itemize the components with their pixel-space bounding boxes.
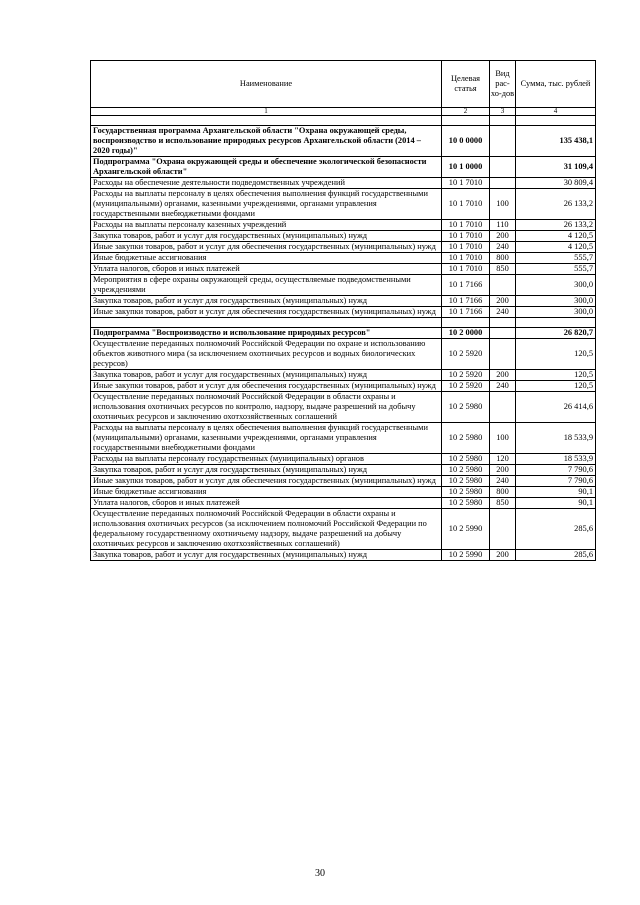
table-row	[91, 178, 596, 189]
table-row	[91, 370, 596, 381]
table-row	[91, 423, 596, 454]
table-row	[91, 509, 596, 550]
amount: 120,5	[516, 370, 596, 381]
empty-cell	[516, 116, 596, 126]
item-name: Закупка товаров, работ и услуг для государственных (муниципальных) нужд	[91, 465, 442, 476]
amount: 300,0	[516, 275, 596, 296]
document-page	[90, 60, 595, 561]
column-number: 4	[516, 108, 596, 116]
item-name: Иные бюджетные ассигнования	[91, 487, 442, 498]
expense-type: 200	[490, 296, 516, 307]
expense-type: 200	[490, 370, 516, 381]
amount: 90,1	[516, 498, 596, 509]
header-sum: Сумма, тыс. рублей	[516, 61, 596, 108]
expense-type: 240	[490, 381, 516, 392]
expense-type: 100	[490, 423, 516, 454]
amount: 300,0	[516, 307, 596, 318]
target-article: 10 2 5990	[442, 550, 490, 561]
target-article: 10 2 5980	[442, 498, 490, 509]
amount: 7 790,6	[516, 465, 596, 476]
amount: 7 790,6	[516, 476, 596, 487]
table-row	[91, 264, 596, 275]
item-name: Иные бюджетные ассигнования	[91, 253, 442, 264]
empty-cell	[516, 318, 596, 328]
item-name: Расходы на выплаты персоналу в целях обеспечения выполнения функций государственными (муниципальными) органами, казенными учреждениями, органами управления государственными внебюджетными фондами	[91, 423, 442, 454]
item-name: Расходы на обеспечение деятельности подведомственных учреждений	[91, 178, 442, 189]
empty-cell	[442, 116, 490, 126]
amount: 300,0	[516, 296, 596, 307]
target-article: 10 2 5920	[442, 381, 490, 392]
program-row	[91, 328, 596, 339]
table-row	[91, 339, 596, 370]
table-body	[91, 116, 596, 561]
amount: 90,1	[516, 487, 596, 498]
item-name: Расходы на выплаты персоналу в целях обеспечения выполнения функций государственными (муниципальными) органами, казенными учреждениями, органами управления государственными внебюджетными фондами	[91, 189, 442, 220]
empty-cell	[91, 116, 442, 126]
program-row	[91, 157, 596, 178]
expense-type: 800	[490, 487, 516, 498]
target-article: 10 1 7166	[442, 307, 490, 318]
table-row	[91, 498, 596, 509]
amount: 4 120,5	[516, 231, 596, 242]
item-name: Закупка товаров, работ и услуг для государственных (муниципальных) нужд	[91, 370, 442, 381]
amount: 555,7	[516, 253, 596, 264]
header-expense-type: Вид рас-хо-дов	[490, 61, 516, 108]
target-article: 10 1 0000	[442, 157, 490, 178]
empty-cell	[91, 318, 442, 328]
expense-type: 850	[490, 498, 516, 509]
expense-type	[490, 328, 516, 339]
expense-type	[490, 126, 516, 157]
amount: 31 109,4	[516, 157, 596, 178]
expense-type: 120	[490, 454, 516, 465]
expense-type: 110	[490, 220, 516, 231]
item-name: Закупка товаров, работ и услуг для государственных (муниципальных) нужд	[91, 550, 442, 561]
table-row	[91, 253, 596, 264]
table-row	[91, 465, 596, 476]
target-article: 10 2 5990	[442, 509, 490, 550]
expense-type: 200	[490, 550, 516, 561]
table-row	[91, 242, 596, 253]
program-row	[91, 126, 596, 157]
target-article: 10 1 7010	[442, 253, 490, 264]
header-article: Целевая статья	[442, 61, 490, 108]
table-row	[91, 296, 596, 307]
empty-cell	[490, 318, 516, 328]
item-name: Иные закупки товаров, работ и услуг для обеспечения государственных (муниципальных) нужд	[91, 381, 442, 392]
target-article: 10 2 5980	[442, 392, 490, 423]
item-name: Осуществление переданных полномочий Российской Федерации в области охраны и использования охотничьих ресурсов (за исключением полномочий Российской Федерации по федеральному государственному охотничьему надзору, выдаче разрешений на добычу охотничьих ресурсов и заключению охотхозяйственных соглашений)	[91, 509, 442, 550]
item-name: Иные закупки товаров, работ и услуг для обеспечения государственных (муниципальных) нужд	[91, 242, 442, 253]
expense-type: 240	[490, 242, 516, 253]
amount: 285,6	[516, 509, 596, 550]
item-name: Мероприятия в сфере охраны окружающей среды, осуществляемые подведомственными учреждениями	[91, 275, 442, 296]
empty-cell	[490, 116, 516, 126]
amount: 18 533,9	[516, 454, 596, 465]
amount: 120,5	[516, 339, 596, 370]
column-number-row	[91, 108, 596, 116]
budget-table	[90, 60, 596, 561]
expense-type	[490, 275, 516, 296]
target-article: 10 2 0000	[442, 328, 490, 339]
amount: 26 820,7	[516, 328, 596, 339]
table-row	[91, 476, 596, 487]
target-article: 10 2 5920	[442, 370, 490, 381]
target-article: 10 1 7166	[442, 296, 490, 307]
amount: 555,7	[516, 264, 596, 275]
column-number: 1	[91, 108, 442, 116]
expense-type	[490, 392, 516, 423]
amount: 30 809,4	[516, 178, 596, 189]
amount: 135 438,1	[516, 126, 596, 157]
item-name: Осуществление переданных полномочий Российской Федерации в области охраны и использования охотничьих ресурсов по контролю, надзору, выдаче разрешений на добычу охотничьих ресурсов и заключению охотхозяйственных соглашений	[91, 392, 442, 423]
spacer-row	[91, 116, 596, 126]
target-article: 10 2 5920	[442, 339, 490, 370]
target-article: 10 1 7010	[442, 220, 490, 231]
target-article: 10 1 7010	[442, 264, 490, 275]
amount: 285,6	[516, 550, 596, 561]
table-row	[91, 454, 596, 465]
item-name: Подпрограмма "Воспроизводство и использование природных ресурсов"	[91, 328, 442, 339]
expense-type: 240	[490, 307, 516, 318]
column-number: 3	[490, 108, 516, 116]
item-name: Иные закупки товаров, работ и услуг для обеспечения государственных (муниципальных) нужд	[91, 476, 442, 487]
item-name: Закупка товаров, работ и услуг для государственных (муниципальных) нужд	[91, 296, 442, 307]
amount: 26 133,2	[516, 220, 596, 231]
target-article: 10 1 7166	[442, 275, 490, 296]
table-row	[91, 487, 596, 498]
expense-type	[490, 178, 516, 189]
expense-type: 850	[490, 264, 516, 275]
target-article: 10 2 5980	[442, 423, 490, 454]
item-name: Расходы на выплаты персоналу государственных (муниципальных) органов	[91, 454, 442, 465]
target-article: 10 0 0000	[442, 126, 490, 157]
expense-type	[490, 157, 516, 178]
table-row	[91, 231, 596, 242]
expense-type: 100	[490, 189, 516, 220]
item-name: Закупка товаров, работ и услуг для государственных (муниципальных) нужд	[91, 231, 442, 242]
item-name: Государственная программа Архангельской области "Охрана окружающей среды, воспроизводство и использование природных ресурсов Архангельской области (2014 – 2020 годы)"	[91, 126, 442, 157]
expense-type: 240	[490, 476, 516, 487]
amount: 120,5	[516, 381, 596, 392]
expense-type: 200	[490, 231, 516, 242]
target-article: 10 2 5980	[442, 487, 490, 498]
target-article: 10 2 5980	[442, 465, 490, 476]
table-row	[91, 381, 596, 392]
table-row	[91, 392, 596, 423]
amount: 18 533,9	[516, 423, 596, 454]
amount: 4 120,5	[516, 242, 596, 253]
header-name: Наименование	[91, 61, 442, 108]
item-name: Иные закупки товаров, работ и услуг для обеспечения государственных (муниципальных) нужд	[91, 307, 442, 318]
item-name: Осуществление переданных полномочий Российской Федерации по охране и использованию объектов животного мира (за исключением охотничьих ресурсов и водных биологических ресурсов)	[91, 339, 442, 370]
column-number: 2	[442, 108, 490, 116]
table-row	[91, 220, 596, 231]
target-article: 10 2 5980	[442, 454, 490, 465]
target-article: 10 1 7010	[442, 189, 490, 220]
item-name: Уплата налогов, сборов и иных платежей	[91, 498, 442, 509]
table-row	[91, 189, 596, 220]
spacer-row	[91, 318, 596, 328]
empty-cell	[442, 318, 490, 328]
expense-type	[490, 339, 516, 370]
target-article: 10 1 7010	[442, 231, 490, 242]
table-row	[91, 550, 596, 561]
table-row	[91, 307, 596, 318]
header-row	[91, 61, 596, 108]
expense-type: 200	[490, 465, 516, 476]
page-number: 30	[315, 868, 325, 879]
item-name: Расходы на выплаты персоналу казенных учреждений	[91, 220, 442, 231]
target-article: 10 2 5980	[442, 476, 490, 487]
amount: 26 414,6	[516, 392, 596, 423]
expense-type: 800	[490, 253, 516, 264]
table-row	[91, 275, 596, 296]
target-article: 10 1 7010	[442, 178, 490, 189]
item-name: Уплата налогов, сборов и иных платежей	[91, 264, 442, 275]
item-name: Подпрограмма "Охрана окружающей среды и обеспечение экологической безопасности Архангельской области"	[91, 157, 442, 178]
amount: 26 133,2	[516, 189, 596, 220]
expense-type	[490, 509, 516, 550]
target-article: 10 1 7010	[442, 242, 490, 253]
